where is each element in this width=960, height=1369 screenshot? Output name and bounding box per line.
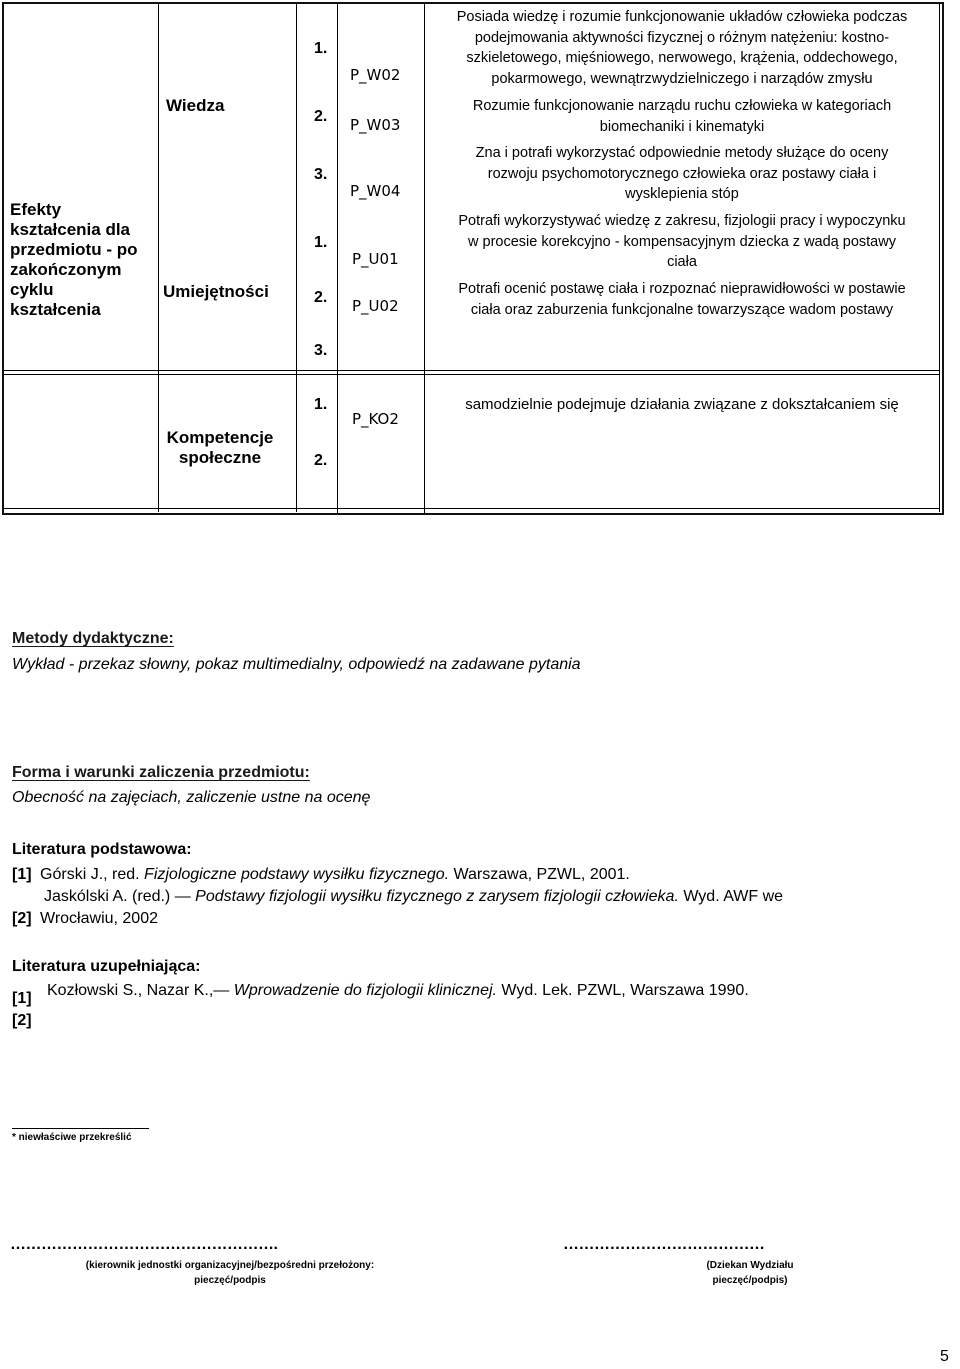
row-number: 2.	[314, 452, 328, 469]
methods-heading: Metody dydaktyczne:	[12, 630, 174, 647]
outcome-code: P_W03	[350, 116, 401, 134]
outcome-description-w03: Rozumie funkcjonowanie narządu ruchu człowieka w kategoriach biomechaniki i kinematyki	[472, 98, 892, 135]
footnote-rule	[12, 1128, 149, 1129]
category-wiedza: Wiedza	[166, 96, 225, 115]
row-number: 2.	[314, 289, 328, 306]
outcome-code: P_W02	[350, 66, 401, 84]
row-number: 1.	[314, 234, 328, 251]
row-number: 1.	[314, 40, 328, 57]
footnote: * niewłaściwe przekreślić	[12, 1132, 132, 1143]
outcome-code: P_U02	[352, 297, 399, 315]
literature-basic-item: [1] Górski J., red. Fizjologiczne podstawy wysiłku fizycznego. Warszawa, PZWL, 2001.	[12, 866, 630, 883]
table-border	[4, 374, 940, 375]
table-border	[4, 508, 940, 509]
row-number: 2.	[314, 108, 328, 125]
row-number: 3.	[314, 342, 328, 359]
literature-supp-heading: Literatura uzupełniająca:	[12, 958, 201, 975]
literature-supp-number: [2]	[12, 1012, 32, 1029]
category-umiejetnosci: Umiejętności	[163, 282, 269, 301]
outcome-description-k02: samodzielnie podejmuje działania związane z dokształcaniem się	[465, 396, 899, 413]
assessment-text: Obecność na zajęciach, zaliczenie ustne na ocenę	[12, 789, 371, 806]
outcomes-main-label: Efekty kształcenia dla przedmiotu - po zakończonym cyklu kształcenia	[10, 200, 138, 319]
page-number: 5	[940, 1348, 949, 1365]
table-border	[4, 370, 940, 371]
signature-line-right: …………………………………	[563, 1236, 765, 1253]
outcome-code: P_KO2	[352, 410, 399, 428]
literature-basic-item-cont: [2] Wrocławiu, 2002	[12, 910, 158, 927]
category-kompetencje: Kompetencje społeczne	[166, 428, 274, 467]
methods-text: Wykład - przekaz słowny, pokaz multimedialny, odpowiedź na zadawane pytania	[12, 656, 581, 673]
literature-supp-item: Kozłowski S., Nazar K.,— Wprowadzenie do fizjologii klinicznej. Wyd. Lek. PZWL, Warszawa 1990.	[47, 982, 749, 999]
outcome-description-w04: Zna i potrafi wykorzystać odpowiednie metody służące do oceny rozwoju psychomotorycznego człowieka oraz postawy ciała i wysklepienia stóp	[475, 145, 889, 202]
outcome-description-w02: Posiada wiedzę i rozumie funkcjonowanie układów człowieka podczas podejmowania aktywności fizycznej o różnym natężeniu: kostno- szkieletowego, mięśniowego, nerwowego, krążenia, oddechowego, pokarmowego, wewnątrzwydzielniczego i narządów zmysłu	[456, 9, 908, 87]
outcome-description-u02: Potrafi ocenić postawę ciała i rozpoznać nieprawidłowości w postawie ciała oraz zaburzenia funkcjonalne towarzyszące wadom postawy	[458, 281, 906, 318]
literature-basic-heading: Literatura podstawowa:	[12, 841, 192, 858]
table-border	[158, 4, 159, 512]
table-border	[337, 4, 338, 513]
signature-line-left: …………………………………………….	[10, 1236, 278, 1253]
literature-supp-number: [1]	[12, 990, 32, 1007]
row-number: 3.	[314, 166, 328, 183]
table-border	[296, 4, 297, 512]
outcome-code: P_W04	[350, 182, 401, 200]
signature-caption-right: (Dziekan Wydziału pieczęć/podpis)	[706, 1260, 794, 1286]
outcome-description-u01: Potrafi wykorzystywać wiedzę z zakresu, fizjologii pracy i wypoczynku w procesie korekcyjno - kompensacyjnym dziecka z wadą postawy ciała	[458, 213, 906, 270]
row-number: 1.	[314, 396, 328, 413]
signature-caption-left: (kierownik jednostki organizacyjnej/bezpośredni przełożony: pieczęć/podpis	[85, 1260, 375, 1286]
literature-basic-item: Jaskólski A. (red.) — Podstawy fizjologii wysiłku fizycznego z zarysem fizjologii człowieka. Wyd. AWF we	[44, 888, 784, 905]
assessment-heading: Forma i warunki zaliczenia przedmiotu:	[12, 764, 310, 781]
outcome-code: P_U01	[352, 250, 399, 268]
